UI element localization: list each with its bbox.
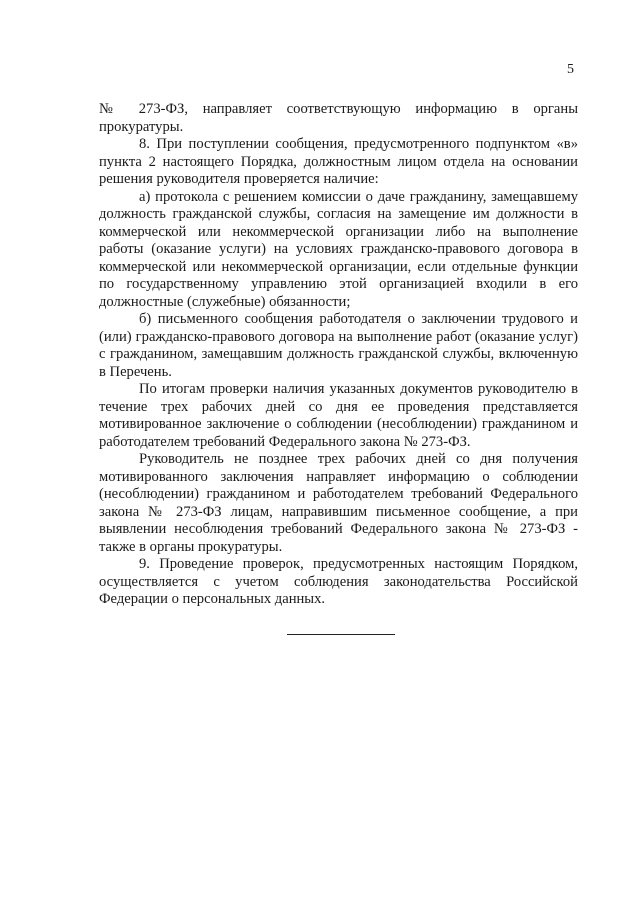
paragraph-subitem-b: б) письменного сообщения работодателя о заключении трудового и (или) гражданско-правового договора на выполнение работ (оказание услуг) с гражданином, замещавшим должность гражданской службы, включенную в Перечень.: [99, 311, 578, 380]
paragraph-item-8: 8. При поступлении сообщения, предусмотренного подпунктом «в» пункта 2 настоящего Порядка, должностным лицом отдела на основании решения руководителя проверяется наличие:: [99, 136, 578, 187]
paragraph-subitem-a: а) протокола с решением комиссии о даче гражданину, замещавшему должность гражданской службы, согласия на замещение им должности в коммерческой или некоммерческой организации либо на выполнение работы (оказание услуги) на условиях гражданско-правового договора в коммерческой или некоммерческой организации, если отдельные функции по государственному управлению этой организацией входили в его должностные (служебные) обязанности;: [99, 188, 578, 310]
paragraph-head-notification: Руководитель не позднее трех рабочих дней со дня получения мотивированного заключения направляет информацию о соблюдении (несоблюдении) гражданином и работодателем требований Федерального закона № 273-ФЗ лицам, направившим письменное сообщение, а при выявлении несоблюдения требований Федерального закона № 273-ФЗ - также в органы прокуратуры.: [99, 451, 578, 555]
page-number: 5: [567, 62, 574, 77]
end-separator-line: [287, 634, 395, 635]
paragraph-check-results: По итогам проверки наличия указанных документов руководителю в течение трех рабочих дней со дня ее проведения представляется мотивированное заключение о соблюдении (несоблюдении) гражданином и работодателем требований Федерального закона № 273-ФЗ.: [99, 381, 578, 450]
paragraph-item-9: 9. Проведение проверок, предусмотренных настоящим Порядком, осуществляется с учетом соблюдения законодательства Российской Федерации о персональных данных.: [99, 556, 578, 607]
paragraph-continuation: № 273-ФЗ, направляет соответствующую информацию в органы прокуратуры.: [99, 101, 578, 135]
document-body: [99, 101, 578, 609]
